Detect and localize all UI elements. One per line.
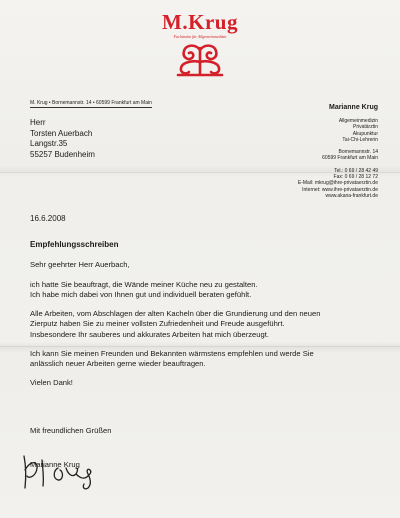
- letter-body: [30, 260, 380, 396]
- body-line: Ich habe mich dabei von Ihnen gut und individuell beraten gefühlt.: [30, 290, 252, 300]
- sender-website: www.akana-frankfurt.de: [325, 192, 378, 199]
- recipient-line: Langstr.35: [30, 139, 68, 148]
- body-paragraph: [30, 349, 380, 370]
- sender-fax: Fax: 0 69 / 28 12 72: [333, 174, 378, 181]
- letterhead-tagline: Fachärztin für Allgemeinmedizin: [173, 34, 227, 39]
- letterhead-name: M.Krug: [162, 10, 238, 34]
- sender-address-line: M. Krug • Bornemannstr. 14 • 60599 Frankfurt am Main: [30, 100, 152, 106]
- recipient-line: Herr: [30, 118, 46, 127]
- body-line: Insbesondere Ihr sauberes und akkurates Arbeiten hat mich überzeugt.: [30, 329, 269, 339]
- closing-phrase: Mit freundlichen Grüßen: [30, 426, 112, 435]
- sender-website: Internet: www.ihre-privataerztin.de: [302, 186, 378, 193]
- sender-info-block: [298, 104, 378, 199]
- body-line: ich hatte Sie beauftragt, die Wände meiner Küche neu zu gestalten.: [30, 279, 258, 289]
- body-line: Alle Arbeiten, vom Abschlagen der alten Kacheln über die Grundierung und den neuen: [30, 308, 321, 318]
- sender-address: Bornemannstr. 14: [338, 149, 378, 156]
- body-line: Ich kann Sie meinen Freunden und Bekannten wärmstens empfehlen und werde Sie: [30, 348, 314, 358]
- sender-title: Akupunktur: [352, 130, 378, 137]
- greeting: Sehr geehrter Herr Auerbach,: [30, 260, 130, 269]
- sender-address: 60599 Frankfurt am Main: [322, 155, 378, 162]
- sender-title: Tai-Chi-Lehrerin: [342, 136, 378, 143]
- body-line: Vielen Dank!: [30, 377, 73, 387]
- recipient-line: 55257 Budenheim: [30, 149, 95, 159]
- sender-title: Privatärztin: [352, 124, 378, 131]
- sender-phone: Tel.: 0 69 / 28 42 49: [334, 167, 378, 174]
- body-line: anlässlich neuer Arbeiten gerne wieder beauftragen.: [30, 359, 206, 369]
- body-paragraph: [30, 378, 380, 389]
- sender-title: Allgemeinmedizin: [338, 118, 378, 124]
- spiral-emblem-icon: [172, 42, 228, 78]
- body-paragraph: [30, 280, 380, 301]
- body-paragraph: [30, 309, 380, 341]
- sender-email: E-Mail: mkrug@ihre-privataerztin.de: [297, 180, 378, 187]
- letter-subject: Empfehlungsschreiben: [30, 240, 119, 249]
- recipient-line: Torsten Auerbach: [30, 128, 93, 138]
- sender-name: Marianne Krug: [328, 104, 378, 111]
- signer-name: Marianne Krug: [30, 460, 80, 469]
- handwritten-signature-icon: [18, 448, 108, 492]
- recipient-address: [30, 118, 95, 160]
- body-line: Zierputz haben Sie zu meiner vollsten Zufriedenheit und Freude ausgeführt.: [30, 319, 285, 329]
- letter-date: 16.6.2008: [30, 214, 66, 223]
